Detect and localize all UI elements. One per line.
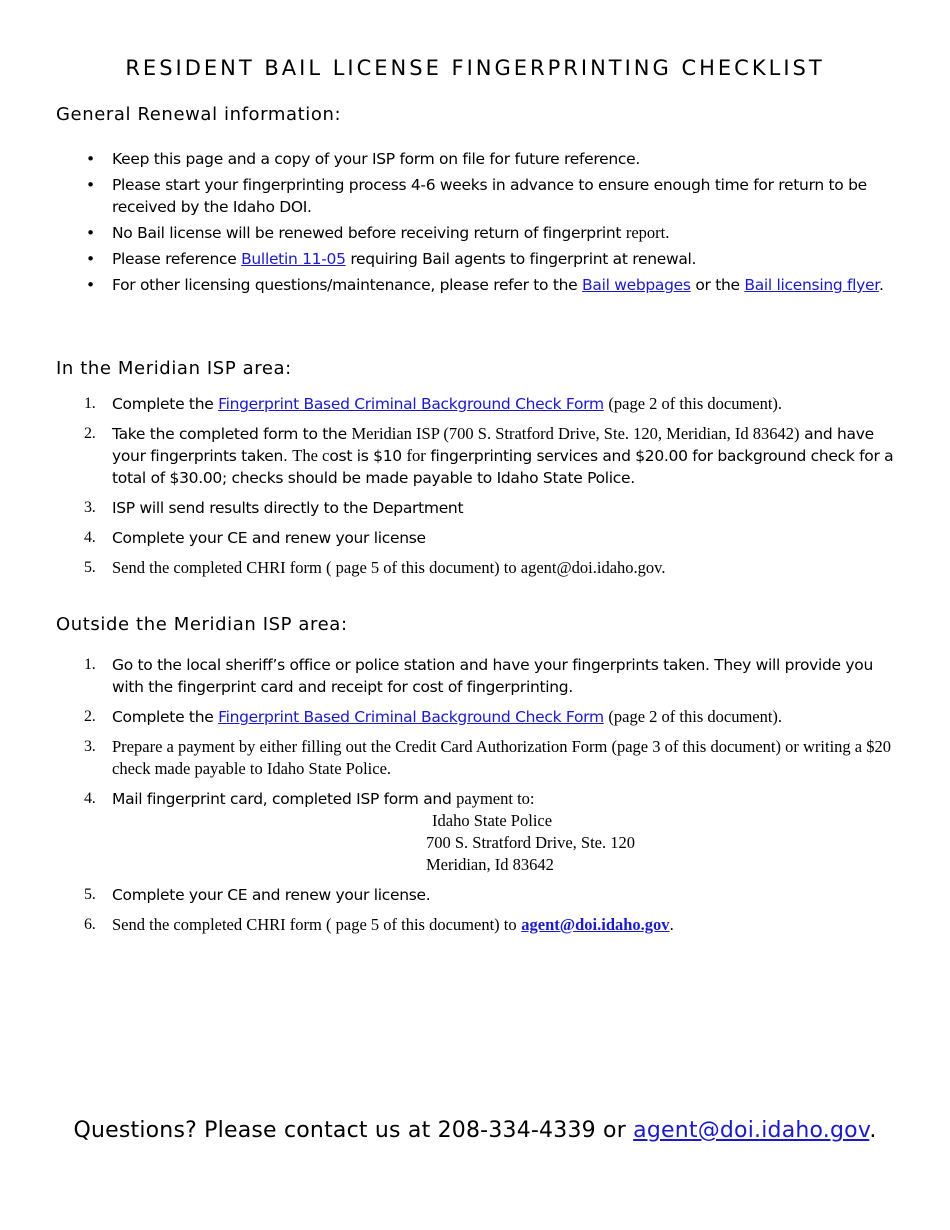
list-item: • No Bail license will be renewed before receiving return of fingerprint report. <box>86 223 670 242</box>
list-item: 2. Take the completed form to the Meridian ISP (700 S. Stratford Drive, Ste. 120, Meridian, Id 83642) and have your fingerprints taken. The cost is $10 for fingerprinting services and $20.00 for background check for a total of $30.00; checks should be made payable to Idaho State Police. <box>84 424 894 487</box>
contact-text: Questions? Please contact us at 208-334-4339 or <box>73 1118 626 1143</box>
list-item: 5. Complete your CE and renew your license. <box>84 886 431 904</box>
general-renewal-list <box>0 148 950 296</box>
meridian-heading: In the Meridian ISP area: <box>56 358 292 379</box>
bullet-icon: • <box>86 250 95 268</box>
list-item: 4. Mail fingerprint card, completed ISP form and payment to: Idaho State Police 700 S. Stratford Drive, Ste. 120 Meridian, Id 83642 <box>0 788 950 876</box>
list-item: 1. Go to the local sheriff’s office or police station and have your fingerprints taken. They will provide you with the fingerprint card and receipt for cost of fingerprinting. <box>84 656 873 696</box>
bullet-icon: • <box>86 276 95 294</box>
list-item: • For other licensing questions/maintenance, please refer to the Bail webpages or the Bail licensing flyer. <box>86 276 884 294</box>
list-item: • Please reference Bulletin 11-05 requiring Bail agents to fingerprint at renewal. <box>86 250 697 268</box>
fingerprint-form-link[interactable]: Fingerprint Based Criminal Background Check Form <box>218 395 604 413</box>
outside-meridian-heading: Outside the Meridian ISP area: <box>56 614 348 635</box>
list-item: • Please start your fingerprinting process 4-6 weeks in advance to ensure enough time for return to be received by the Idaho DOI. <box>86 176 867 216</box>
list-item: 4. Complete your CE and renew your license <box>84 529 426 547</box>
meridian-steps-list <box>0 393 950 579</box>
bulletin-11-05-link[interactable]: Bulletin 11-05 <box>241 250 346 268</box>
address-line: Meridian, Id 83642 <box>426 855 554 874</box>
address-line: 700 S. Stratford Drive, Ste. 120 <box>426 833 635 852</box>
list-item: 5. Send the completed CHRI form ( page 5 of this document) to agent@doi.idaho.gov. <box>84 558 666 577</box>
outside-steps-list <box>0 654 950 936</box>
bail-licensing-flyer-link[interactable]: Bail licensing flyer <box>744 276 879 294</box>
general-renewal-heading: General Renewal information: <box>56 104 342 125</box>
bail-webpages-link[interactable]: Bail webpages <box>582 276 691 294</box>
agent-email-link[interactable]: agent@doi.idaho.gov <box>521 915 670 934</box>
list-item: 3. Prepare a payment by either filling out the Credit Card Authorization Form (page 3 of this document) or writing a $20 check made payable to Idaho State Police. <box>84 737 891 778</box>
list-item: 6. Send the completed CHRI form ( page 5 of this document) to agent@doi.idaho.gov. <box>84 915 674 934</box>
contact-footer: Questions? Please contact us at 208-334-4339 or agent@doi.idaho.gov. <box>73 1118 877 1143</box>
page-title: RESIDENT BAIL LICENSE FINGERPRINTING CHECKLIST <box>125 56 825 80</box>
bullet-icon: • <box>86 150 95 168</box>
list-item: 1. Complete the Fingerprint Based Criminal Background Check Form (page 2 of this document). <box>84 394 783 413</box>
mailing-address <box>112 810 900 876</box>
bullet-icon: • <box>86 224 95 242</box>
address-line: Idaho State Police <box>432 811 553 830</box>
list-item: • Keep this page and a copy of your ISP form on file for future reference. <box>86 150 640 168</box>
list-item: 2. Complete the Fingerprint Based Criminal Background Check Form (page 2 of this document). <box>84 707 783 726</box>
footer-email-link[interactable]: agent@doi.idaho.gov <box>633 1118 870 1143</box>
fingerprint-form-link[interactable]: Fingerprint Based Criminal Background Check Form <box>218 708 604 726</box>
list-item: 3. ISP will send results directly to the Department <box>84 499 464 517</box>
bullet-icon: • <box>86 176 95 194</box>
